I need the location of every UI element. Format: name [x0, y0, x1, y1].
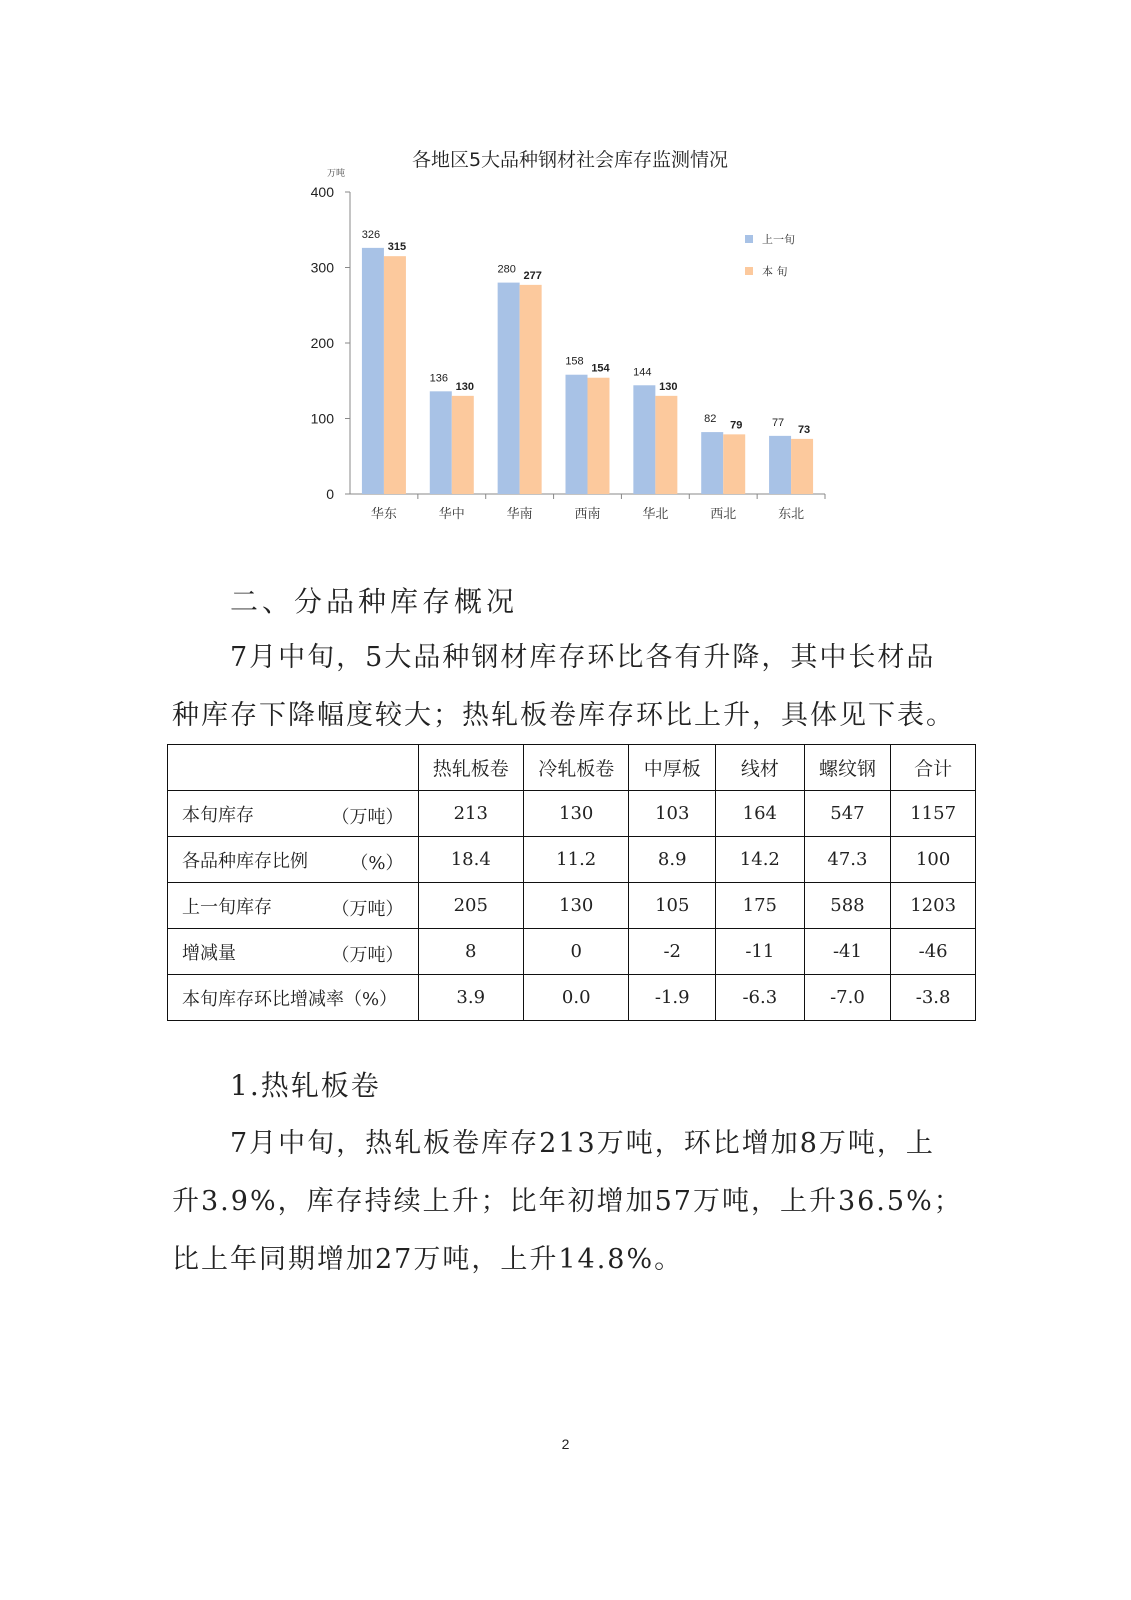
paragraph-line: 升3.9%，库存持续上升；比年初增加57万吨，上升36.5%； — [172, 1186, 963, 1217]
table-cell: -46 — [891, 929, 976, 975]
bar-previous — [633, 385, 655, 494]
table-cell: 100 — [891, 837, 976, 883]
bar-previous — [566, 375, 588, 494]
legend-label: 本 旬 — [762, 265, 788, 278]
table-cell: 164 — [716, 791, 805, 837]
paragraph-line: 7月中旬，5大品种钢材库存环比各有升降，其中长材品 — [230, 642, 936, 673]
row-unit: （万吨） — [331, 899, 404, 920]
table-cell: -3.8 — [891, 975, 976, 1021]
subsection-heading: 1.热轧板卷 — [230, 1069, 381, 1102]
data-label: 73 — [797, 423, 811, 436]
row-unit: （万吨） — [331, 945, 404, 966]
data-label: 79 — [730, 419, 743, 432]
y-tick-label: 400 — [310, 184, 334, 200]
table-cell: 547 — [804, 791, 891, 837]
table-header-cell: 冷轧板卷 — [523, 745, 628, 791]
legend-label: 上一旬 — [762, 233, 795, 246]
bar-current — [588, 378, 610, 494]
y-tick-label: 100 — [310, 410, 334, 427]
bar-current — [791, 439, 813, 494]
table-cell: 8.9 — [629, 837, 716, 883]
table-cell: -6.3 — [716, 975, 805, 1021]
bar-current — [723, 434, 745, 494]
table-cell: 0.0 — [523, 975, 628, 1021]
table-cell: 205 — [418, 883, 523, 929]
x-tick-label: 西北 — [710, 507, 737, 522]
row-unit: （万吨） — [331, 807, 404, 828]
table-header-cell: 螺纹钢 — [804, 745, 891, 791]
table-header-cell: 线材 — [716, 745, 805, 791]
data-label: 154 — [591, 362, 610, 375]
row-label-text: 各品种库存比例 — [182, 850, 308, 872]
row-label — [168, 883, 419, 929]
row-label — [168, 837, 419, 883]
data-label: 144 — [633, 366, 652, 379]
table-row — [168, 791, 976, 837]
table-row — [168, 883, 976, 929]
table-cell: 3.9 — [418, 975, 523, 1021]
table-cell: 18.4 — [418, 837, 523, 883]
row-label — [168, 791, 419, 837]
bar-current — [452, 396, 474, 494]
row-label-text: 增减量 — [182, 942, 236, 964]
table-cell: 14.2 — [716, 837, 805, 883]
row-label-text: 本旬库存 — [182, 804, 254, 826]
bar-previous — [498, 283, 520, 494]
data-label: 130 — [659, 380, 678, 393]
inventory-table — [167, 744, 976, 1021]
hot-rolled-paragraph — [172, 1115, 972, 1289]
chart-title: 各地区5大品种钢材社会库存监测情况 — [411, 149, 729, 171]
bar-current — [655, 396, 677, 494]
x-tick-label: 华中 — [438, 507, 465, 522]
bar-current — [520, 285, 542, 494]
table-row — [168, 837, 976, 883]
data-label: 277 — [523, 269, 542, 282]
x-tick-label: 华北 — [642, 507, 669, 522]
y-tick-label: 0 — [326, 486, 334, 502]
table-cell: 130 — [523, 791, 628, 837]
x-tick-label: 东北 — [778, 507, 805, 522]
table-cell: 11.2 — [523, 837, 628, 883]
data-label: 280 — [497, 263, 516, 276]
x-tick-label: 西南 — [574, 507, 601, 522]
bar-previous — [701, 432, 723, 494]
table-cell: 103 — [629, 791, 716, 837]
bar-previous — [362, 248, 384, 494]
table-cell: 8 — [418, 929, 523, 975]
table-header-cell: 中厚板 — [629, 745, 716, 791]
section-intro-paragraph — [172, 629, 972, 745]
bar-previous — [430, 391, 452, 494]
data-label: 130 — [455, 380, 474, 393]
table-cell: 0 — [523, 929, 628, 975]
y-axis-unit: 万吨 — [326, 168, 346, 178]
section-heading: 二、分品种库存概况 — [230, 585, 519, 618]
table-header-cell: 热轧板卷 — [418, 745, 523, 791]
table-cell: 1203 — [891, 883, 976, 929]
table-cell: -11 — [716, 929, 805, 975]
table-cell: 130 — [523, 883, 628, 929]
data-label: 326 — [361, 228, 381, 241]
table-cell: -2 — [629, 929, 716, 975]
paragraph-line: 比上年同期增加27万吨，上升14.8%。 — [172, 1244, 684, 1275]
data-label: 158 — [565, 355, 584, 368]
table-cell: 213 — [418, 791, 523, 837]
table-header-cell — [168, 745, 419, 791]
data-label: 136 — [429, 372, 448, 385]
data-label: 315 — [387, 241, 407, 254]
table-cell: 588 — [804, 883, 891, 929]
row-label-text: 上一旬库存 — [182, 896, 272, 918]
data-label: 82 — [704, 413, 717, 426]
paragraph-line: 7月中旬，热轧板卷库存213万吨，环比增加8万吨，上 — [230, 1128, 935, 1159]
paragraph-line: 种库存下降幅度较大；热轧板卷库存环比上升，具体见下表。 — [172, 700, 955, 731]
table-cell: -7.0 — [804, 975, 891, 1021]
table-cell: -41 — [804, 929, 891, 975]
table-cell: -1.9 — [629, 975, 716, 1021]
y-tick-label: 300 — [310, 259, 334, 276]
row-label-text: 本旬库存环比增减率（%） — [182, 988, 398, 1010]
data-label: 77 — [771, 416, 785, 429]
row-unit: （%） — [350, 853, 404, 874]
legend-swatch-previous — [745, 235, 753, 243]
bar-previous — [769, 436, 791, 494]
y-tick-label: 200 — [310, 335, 334, 351]
row-label — [168, 975, 419, 1021]
table-row — [168, 975, 976, 1021]
table-cell: 1157 — [891, 791, 976, 837]
bar-current — [384, 256, 406, 494]
row-label — [168, 929, 419, 975]
table-header-row — [168, 745, 976, 791]
regional-inventory-chart — [290, 140, 850, 540]
table-row — [168, 929, 976, 975]
table-header-cell: 合计 — [891, 745, 976, 791]
table-cell: 175 — [716, 883, 805, 929]
table-cell: 105 — [629, 883, 716, 929]
x-tick-label: 华东 — [370, 507, 397, 522]
x-tick-label: 华南 — [506, 507, 533, 522]
page-number: 2 — [561, 1436, 570, 1452]
table-cell: 47.3 — [804, 837, 891, 883]
legend-swatch-current — [745, 267, 753, 275]
